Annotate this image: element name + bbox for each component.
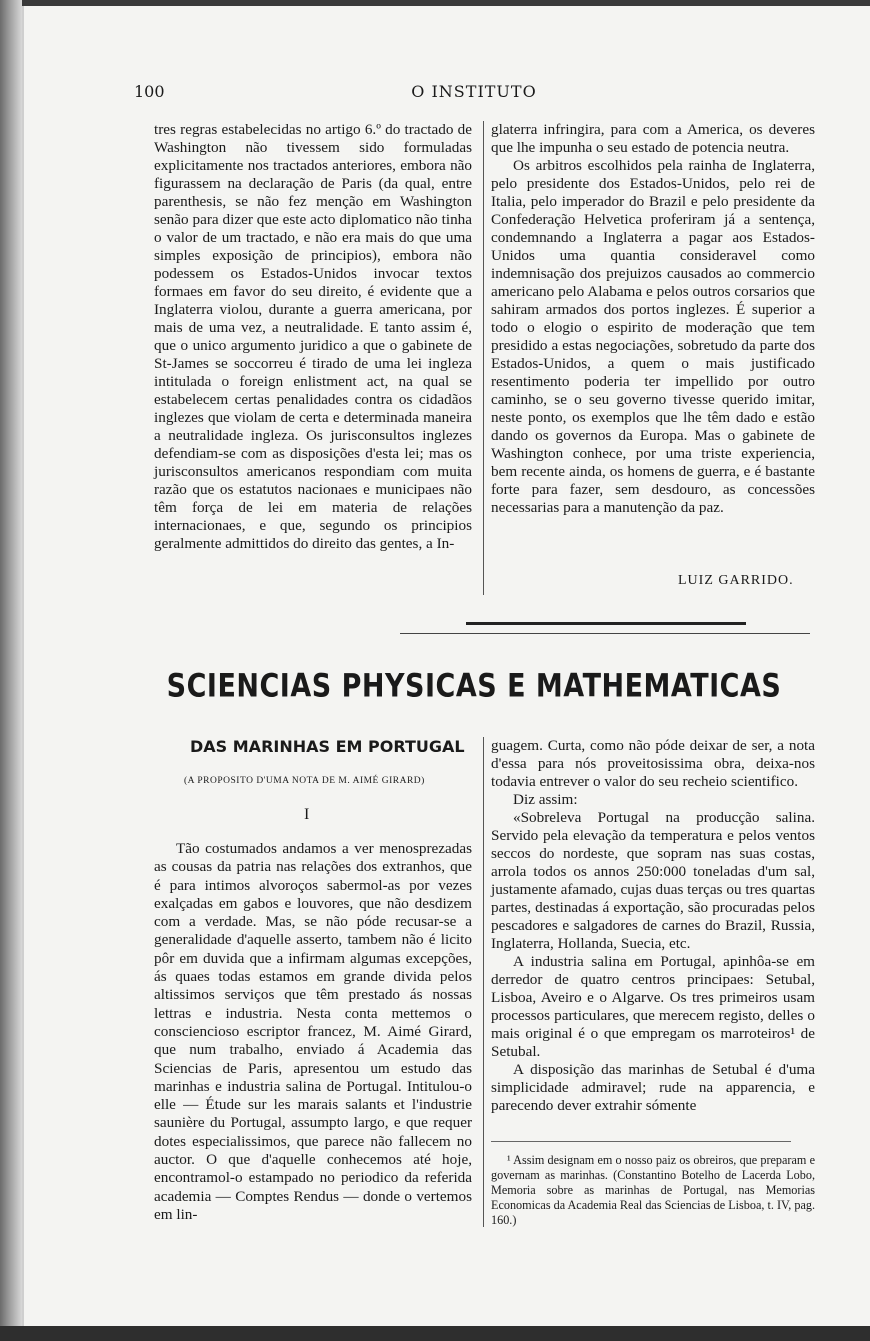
footnote-rule <box>491 1141 791 1142</box>
section-divider <box>466 622 746 625</box>
section-title: SCIENCIAS PHYSICAS E MATHEMATICAS <box>166 668 782 705</box>
column-rule <box>483 737 484 1227</box>
section-divider-thin <box>400 633 810 634</box>
article-subtitle: (A PROPOSITO D'UMA NOTA DE M. AIMÉ GIRARD) <box>184 776 425 786</box>
author-signature: LUIZ GARRIDO. <box>678 573 794 588</box>
paragraph: A disposição das marinhas de Setubal é d'uma simplicidade admiravel; rude na apparencia, e parecendo dever extrahir sómente <box>491 1061 815 1114</box>
article-title: DAS MARINHAS EM PORTUGAL <box>190 737 465 756</box>
paragraph: Diz assim: <box>513 791 578 808</box>
column-rule <box>483 121 484 595</box>
paragraph: Os arbitros escolhidos pela rainha de Inglaterra, pelo presidente dos Estados-Unidos, pelo rei de Italia, pelo imperador do Brazil e pelo presidente da Confederação Helvetica proferiram já a sentença, condemnando a Inglaterra a pagar aos Estados-Unidos uma quantia consideravel como indemnisação dos prejuizos causados ao commercio americano pelo Alabama e pelos outros corsarios que sahiram armados dos portos inglezes. É superior a todo o elogio o espirito de moderação que tem presidido a estas negociações, sobretudo da parte dos Estados-Unidos, a quem o mais justificado resentimento poderia ter impellido por outro caminho, se o seu governo tivesse querido imitar, neste ponto, os exemplos que lhe têm dado e estão dando os governos da Europa. Mas o gabinete de Washington conhece, por uma triste experiencia, bem recente ainda, os homens de guerra, e é bastante forte para fazer, sem desdouro, as concessões necessarias para a manutenção da paz. <box>491 157 815 516</box>
article-left-column <box>154 840 472 1224</box>
paragraph: tres regras estabelecidas no artigo 6.º do tractado de Washington não tivessem sido formuladas explicitamente nos tractados anteriores, embora não figurassem na declaração de Paris (da qual, entre parenthesis, se não fez menção em Washington senão para dizer que este acto diplomatico não tinha o valor de um tractado, e não era mais do que uma simples exposição de principios), embora não podessem os Estados-Unidos invocar textos formaes em favor do seu direito, é evidente que a Inglaterra violou, durante a guerra americana, por mais de uma vez, a neutralidade. E tanto assim é, que o unico argumento juridico a que o gabinete de St-James se soccorreu é tirado de uma lei ingleza intitulada o foreign enlistment act, na qual se estabelecem certas penalidades contra os cidadãos inglezes que violam de certa e determinada maneira a neutralidade ingleza. Os jurisconsultos inglezes defendiam-se com as disposições d'esta lei; mas os jurisconsultos americanos respondiam com muita razão que os estatutos nacionaes e municipaes não têm força de lei em materia de relações internacionaes, e que, segundo os principios geralmente admittidos do direito das gentes, a In- <box>154 121 472 552</box>
top-left-column <box>154 121 472 553</box>
footnote <box>491 1153 815 1228</box>
paragraph: Tão costumados andamos a ver menosprezadas as cousas da patria nas relações dos extranhos, que é para intimos alvoroços sabermol-as por vezes exalçadas em gabos e louvores, que não desdizem com a verdade. Mas, se não póde recusar-se a generalidade d'aquelle asserto, tambem não é licito pôr em duvida que a infirmam algumas excepções, ás quaes todas estamos em grande divida pelos altissimos serviços que têm prestado ás nossas lettras e industria. Nesta conta mettemos o consciencioso escriptor francez, M. Aimé Girard, que num trabalho, enviado á Academia das Sciencias de Paris, apresentou um estudo das marinhas e industria salina de Portugal. Intitulou-o elle — Étude sur les marais salants et l'industrie saunière du Portugal, assumpto largo, e que requer dotes especialissimos, que parece não fallecem no auctor. O que d'aquelle conhecemos até hoje, encontramol-o estampado no periodico da referida academia — Comptes Rendus — donde o vertemos em lin- <box>154 840 472 1223</box>
part-numeral: I <box>304 806 310 823</box>
page-bottom-edge <box>0 1326 870 1341</box>
footnote-text: ¹ Assim designam em o nosso paiz os obreiros, que preparam e governam as marinhas. (Constantino Botelho de Lacerda Lobo, Memoria sobre as marinhas de Portugal, nas Memorias Economicas da Academia Real das Sciencias de Lisboa, t. IV, pag. 160.) <box>491 1153 815 1227</box>
paragraph: «Sobreleva Portugal na producção salina. Servido pela elevação da temperatura e pelos ventos seccos do nordeste, que sopram nas suas costas, arrola todos os annos 250:000 toneladas d'um sal, justamente afamado, cujas duas terças ou tres quartas partes, destinadas á exportação, são procuradas pelos pescadores e salgadores de carnes do Brazil, Russia, Inglaterra, Hollanda, Suecia, etc. <box>491 809 815 952</box>
page-number: 100 <box>134 82 165 101</box>
journal-title: O INSTITUTO <box>411 82 537 101</box>
book-binding <box>0 0 22 1341</box>
paragraph: guagem. Curta, como não póde deixar de ser, a nota d'essa para nós proveitosissima obra, deixa-nos todavia entrever o valor do seu recheio scientifico. <box>491 737 815 790</box>
running-head <box>134 82 814 106</box>
top-right-column <box>491 121 815 517</box>
article-right-column <box>491 737 815 1115</box>
paragraph: glaterra infringira, para com a America, os deveres que lhe impunha o seu estado de potencia neutra. <box>491 121 815 156</box>
paragraph: A industria salina em Portugal, apinhôa-se em derredor de quatro centros principaes: Setubal, Lisboa, Aveiro e o Algarve. Os tres primeiros usam processos particulares, que merecem registo, delles o mais original é o que empregam os marroteiros¹ de Setubal. <box>491 953 815 1060</box>
